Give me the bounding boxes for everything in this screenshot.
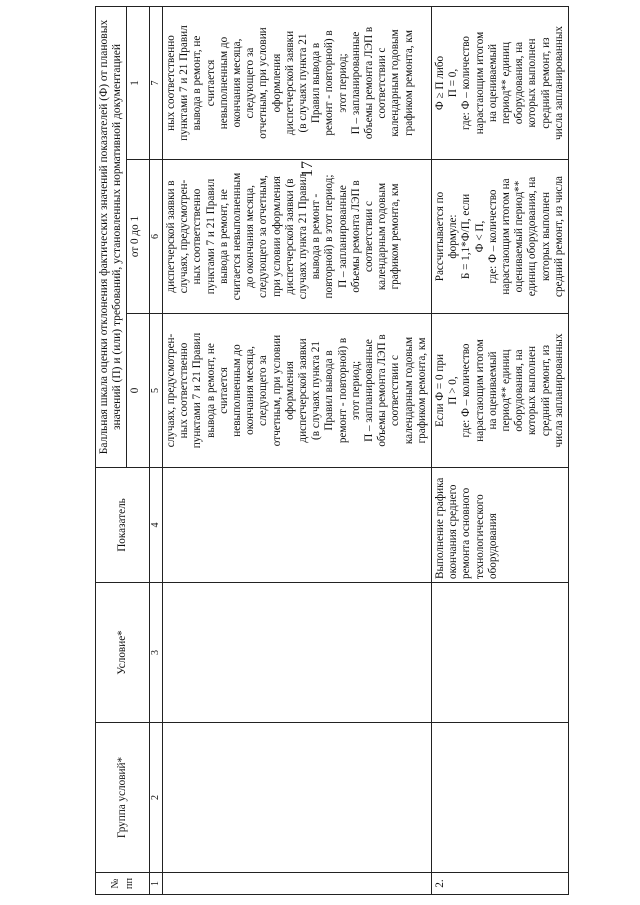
colnum: 7: [150, 7, 163, 160]
colnum: 2: [150, 723, 163, 873]
score-0-1-header: от 0 до 1: [127, 160, 150, 314]
row1-indicator: [163, 468, 432, 583]
page-number: 17: [299, 161, 316, 177]
rotated-table-container: [95, 7, 615, 895]
colnum: 4: [150, 468, 163, 583]
col-indicator-header: Показатель: [96, 468, 150, 583]
row1-condition: [163, 583, 432, 723]
colnum: 5: [150, 314, 163, 468]
row1-score-0: случаях, предусмотрен- ных соответственно пунктами 7 и 21 Правил вывода в ремонт, не считается невыполненным до окончания месяца, следующего за отчетным, при условии оформления диспетчерской заявки (в случаях пункта 21 Правил вывода в ремонт - повторной) в этот период; П – запланированные объемы ремонта ЛЭП в соответствии с календарным годовым графиком ремонта, км: [163, 314, 432, 468]
row1-score-1: ных соответственно пунктами 7 и 21 Правил вывода в ремонт, не считается невыполненным до окончания месяца, следующего за отчетным, при условии оформления диспетчерской заявки (в случаях пункта 21 Правил вывода в ремонт - повторной) в этот период; П – запланированные объемы ремонта ЛЭП в соответствии с календарным годовым графиком ремонта, км: [163, 7, 432, 160]
table-row-1: [163, 7, 432, 895]
table-row-2: [432, 7, 569, 895]
col-condition-header: Условие*: [96, 583, 150, 723]
row1-score-0-1: диспетчерской заявки в случаях, предусмотрен- ных соответственно пунктами 7 и 21 Правил вывода в ремонт, не считается невыполненным до окончания месяца, следующего за отчетным, при условии оформления диспетчерской заявки (в случаях пункта 21 Правил вывода в ремонт - повторной) в этот период; П – запланированные объемы ремонта ЛЭП в соответствии с календарным годовым графиком ремонта, км: [163, 160, 432, 314]
row2-score-0: Если Ф = 0 при П > 0, где: Ф – количество нарастающим итогом на оцениваемый период** единиц оборудования, на которых выполнен средний ремонт, из числа запланированных: [432, 314, 569, 468]
row2-score-1: Ф ≥ П либо П = 0, где: Ф – количество нарастающим итогом на оцениваемый период** единиц оборудования, на которых выполнен средний ремонт, из числа запланированных: [432, 7, 569, 160]
colnum: 3: [150, 583, 163, 723]
col-condition-group-header: Группа условий*: [96, 723, 150, 873]
row2-score-0-1: Рассчитывается по формуле: Б = 1,1*Ф/П, если Ф < П, где: Ф – количество нарастающим итогом на оцениваемый период** единиц оборудования, на которых выполнен средний ремонт, из числа: [432, 160, 569, 314]
column-numbers-row: [150, 7, 163, 895]
score-0-header: 0: [127, 314, 150, 468]
col-number-header: № пп: [96, 873, 150, 895]
colnum: 6: [150, 160, 163, 314]
scale-title: Балльная шкала оценки отклонения фактических значений показателей (Ф) от плановых значений (П) и (или) требований, установленных нормативной документацией: [96, 7, 127, 468]
score-1-header: 1: [127, 7, 150, 160]
header-row-1: [96, 7, 127, 895]
row2-number: 2.: [432, 873, 569, 895]
score-table: [95, 6, 569, 895]
row2-condition: [432, 583, 569, 723]
row1-group: [163, 723, 432, 873]
row2-indicator: Выполнение графика окончания среднего ремонта основного технологического оборудования: [432, 468, 569, 583]
row2-group: [432, 723, 569, 873]
colnum: 1: [150, 873, 163, 895]
row1-number: [163, 873, 432, 895]
